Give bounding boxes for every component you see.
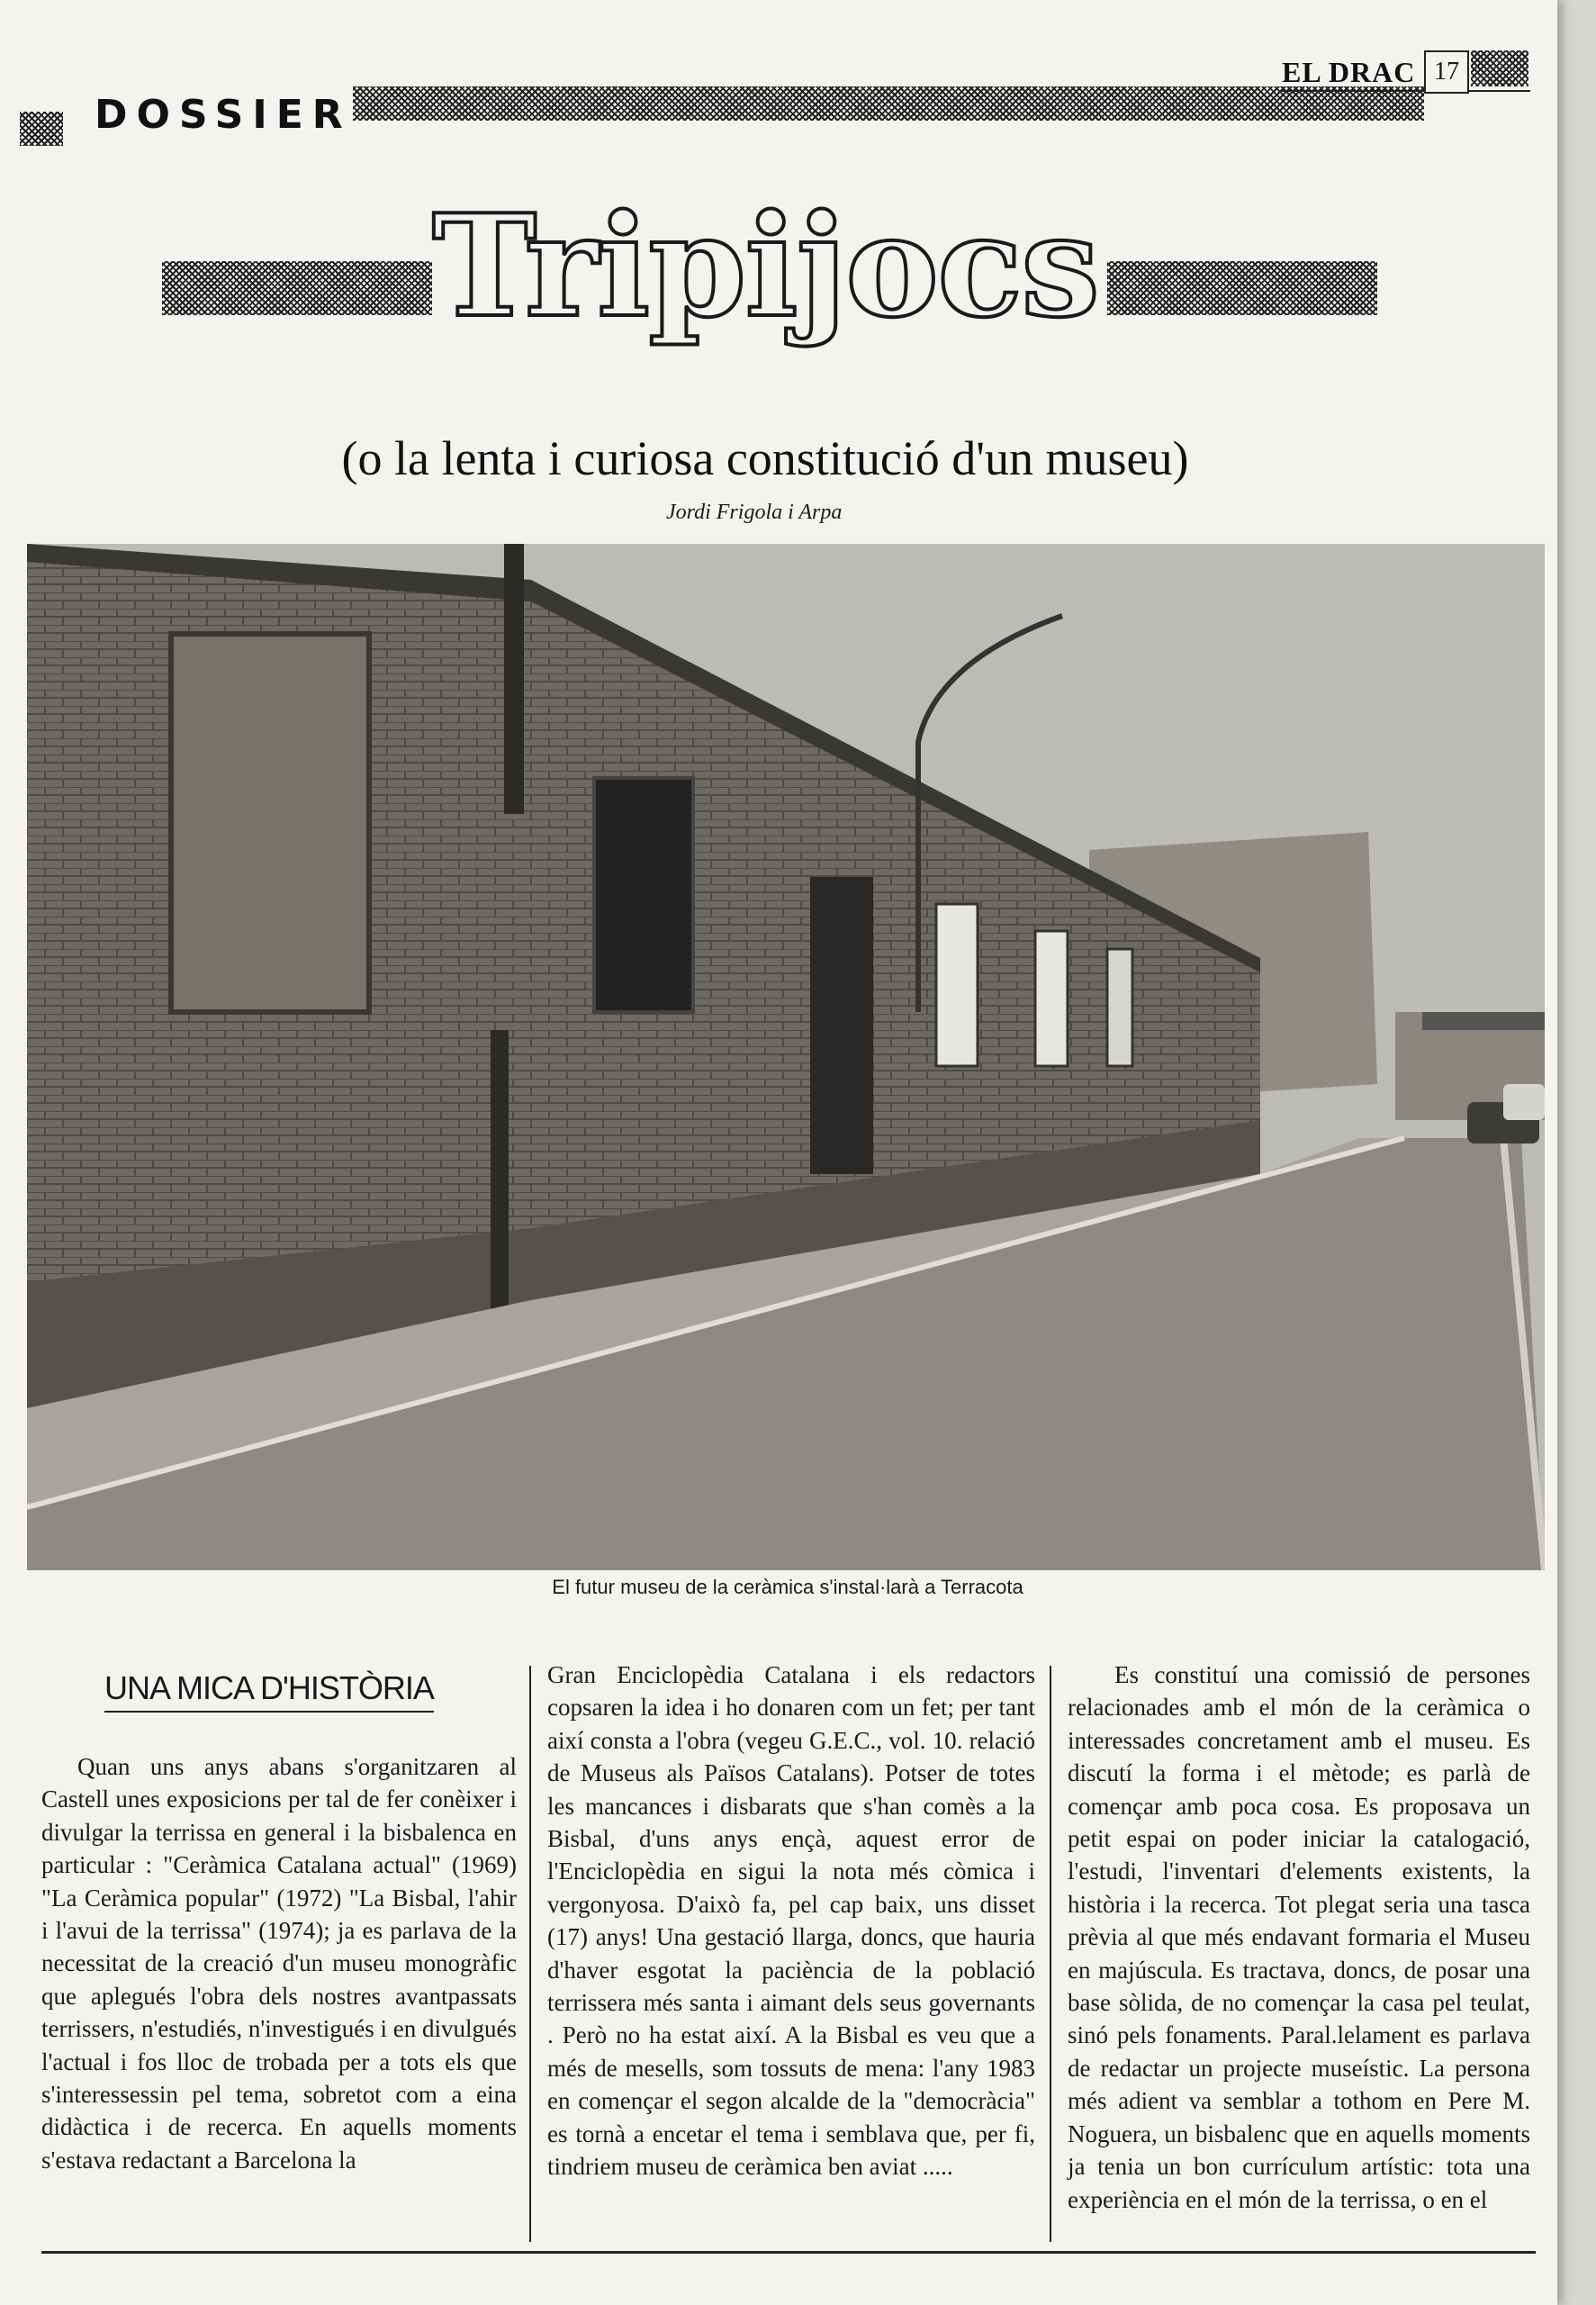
photo-illustration [27, 544, 1545, 1570]
paragraph: Es constituí una comissió de persones relacionades amb el món de la ceràmica o interessades concretament amb el museu. Es discutí la forma i el mètode; es parlà de començar amb poca cosa. Es proposava un petit espai on poder iniciar la catalogació, l'estudi, l'inventari d'elements existents, la història i la recerca. Tot plegat seria una tasca prèvia al que més endavant formaria el Museu en majúscula. Es tractava, doncs, de posar una base sòlida, de no començar la casa pel teulat, sinó pels fonaments. Paral.lelament es parlava de redactar un projecte museístic. La persona més adient va semblar a tothom en Pere M. Noguera, un bisbalenc que en aquells moments ja tenia un bon currículum artístic: tota una experiència en el món de la terrissa, o en el [1068, 1661, 1530, 2213]
section-label: DOSSIER [95, 92, 352, 138]
photo-caption: El futur museu de la ceràmica s'instal·larà a Terracota [552, 1576, 1023, 1598]
magazine-name: EL DRAC [1282, 56, 1416, 88]
article-title: Tripijocs [432, 184, 1098, 348]
bottom-rule [41, 2251, 1536, 2254]
article-subtitle: (o la lenta i curiosa constitució d'un museu) [341, 431, 1189, 485]
column-divider [1050, 1666, 1051, 2242]
header-hatch-right [1471, 50, 1528, 86]
header-hatch-left [20, 112, 63, 146]
paragraph: Quan uns anys abans s'organitzaren al Castell unes exposicions per tal de fer conèixer i divulgar la terrissa en general i la bisbalenca en particular : "Ceràmica Catalana actual" (1969) "La Ceràmica popular" (1972) "La Bisbal, l'ahir i l'avui de la terrissa" (1974); ja es parlava de la necessitat de la creació d'un museu monogràfic que aplegués l'obra dels nostres avantpassats terrissers, n'estudiés, n'investigués i en divulgués l'actual i fos lloc de trobada per a tots els que s'interessessin pel tema, sobretot com a eina didàctica i de recerca. En aquells moments s'estava redactant a Barcelona la [41, 1753, 517, 2174]
text-column-2 [547, 1659, 1035, 2183]
header-rule [1278, 90, 1530, 92]
section-heading: UNA MICA D'HISTÒRIA [104, 1669, 434, 1713]
article-byline: Jordi Frigola i Arpa [666, 501, 843, 524]
page-number: 17 [1424, 50, 1469, 94]
paragraph: Gran Enciclopèdia Catalana i els redactors copsaren la idea i ho donaren com un fet; per tant així consta a l'obra (vegeu G.E.C., vol. 10. relació de Museus als Països Catalans). Potser de totes les mancances i disbarats que s'han comès a la Bisbal, d'uns anys ençà, aquest error de l'Enciclopèdia en sigui la nota més còmica i vergonyosa. D'això fa, pel cap baix, uns disset (17) anys! Una gestació llarga, doncs, que hauria d'haver esgotat la paciència de la població terrissera més santa i aimant dels seus governants . Però no ha estat així. A la Bisbal es veu que a més de mesells, som tossuts de mena: l'any 1983 en començar el segon alcalde de la "democràcia" es tornà a encetar el tema i semblava que, per fi, tindriem museu de ceràmica ben aviat ..... [547, 1661, 1035, 2181]
text-column-1 [41, 1750, 517, 2176]
title-hatch-right [1107, 261, 1377, 315]
header-hatch-bar [353, 86, 1424, 121]
text-column-3 [1068, 1659, 1530, 2216]
column-divider [529, 1666, 531, 2242]
street-photo [27, 544, 1545, 1570]
